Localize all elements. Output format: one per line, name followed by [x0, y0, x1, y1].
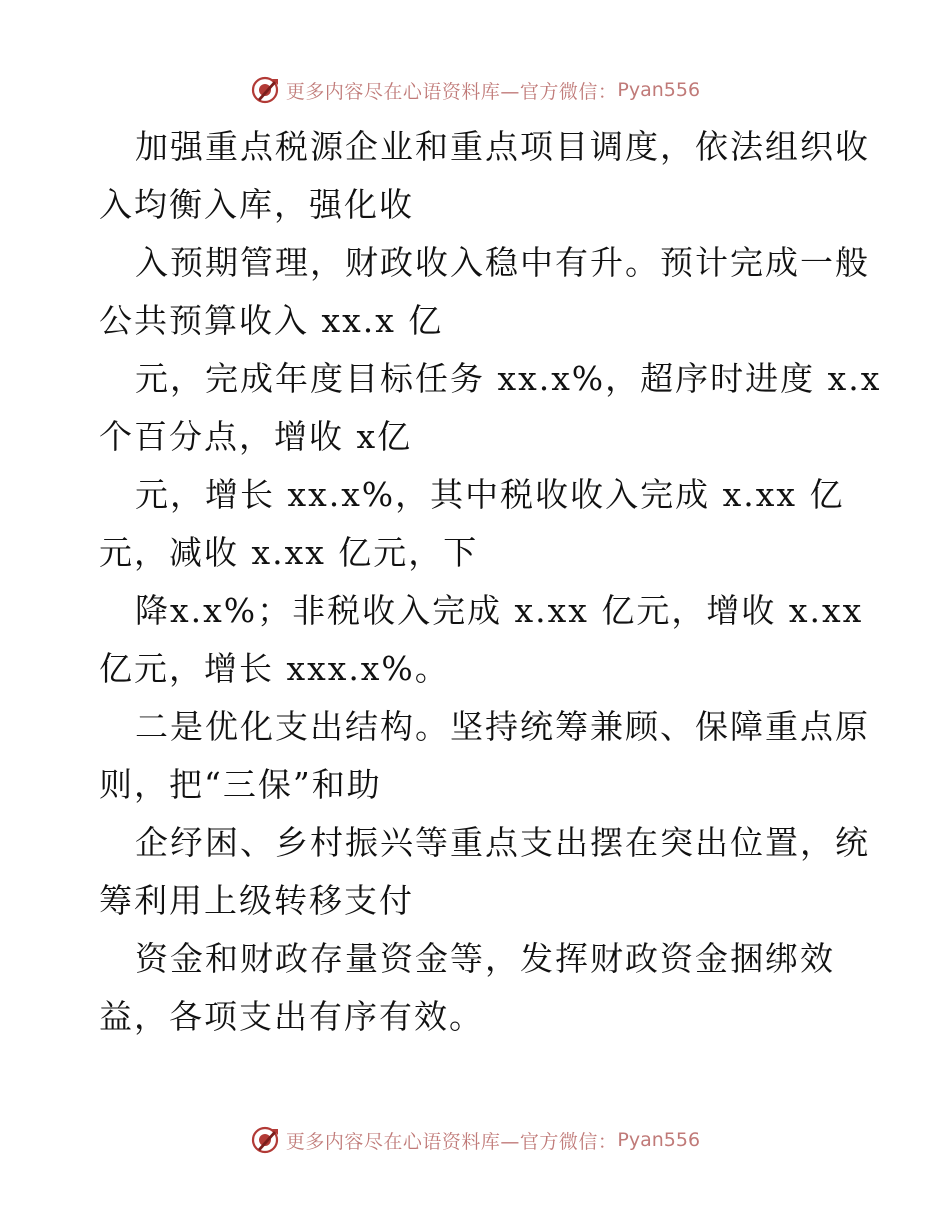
paragraph: [0, 234, 950, 350]
watermark-wechat-id: Pyan556: [617, 79, 701, 101]
paragraph: [0, 930, 950, 1046]
watermark-text: 更多内容尽在心语资料库—官方微信：: [285, 80, 618, 103]
paragraph-line: 二是优化支出结构。坚持统筹兼顾、保障重点原: [135, 707, 870, 746]
paragraph: [0, 466, 950, 582]
watermark-text: 更多内容尽在心语资料库—官方微信：: [285, 1130, 618, 1153]
paragraph-line: 元，增长 xx.x%，其中税收收入完成 x.xx 亿: [135, 475, 845, 514]
quill-pen-logo-icon: [250, 75, 280, 105]
paragraph-line: 降x.x%；非税收入完成 x.xx 亿元，增收 x.xx: [135, 591, 864, 630]
paragraph-line: 亿元，增长 xxx.x%。: [99, 649, 450, 688]
paragraph-line: 则，把“三保”和助: [99, 765, 382, 804]
header-watermark: [0, 70, 950, 110]
document-body: [0, 118, 950, 1046]
quill-pen-logo-icon: [250, 1125, 280, 1155]
paragraph-line: 加强重点税源企业和重点项目调度，依法组织收: [135, 127, 870, 166]
paragraph-line: 公共预算收入 xx.x 亿: [99, 301, 444, 340]
paragraph-line: 元，减收 x.xx 亿元，下: [99, 533, 479, 572]
paragraph: [0, 582, 950, 698]
paragraph-line: 资金和财政存量资金等，发挥财政资金捆绑效: [135, 939, 835, 978]
paragraph-line: 元，完成年度目标任务 xx.x%，超序时进度 x.x: [135, 359, 882, 398]
paragraph-line: 筹利用上级转移支付: [99, 881, 414, 920]
paragraph: [0, 814, 950, 930]
paragraph: [0, 698, 950, 814]
paragraph-line: 入预期管理，财政收入稳中有升。预计完成一般: [135, 243, 870, 282]
paragraph-line: 个百分点，增收 x亿: [99, 417, 413, 456]
paragraph-line: 企纾困、乡村振兴等重点支出摆在突出位置，统: [135, 823, 870, 862]
paragraph-line: 入均衡入库，强化收: [99, 185, 414, 224]
paragraph: [0, 350, 950, 466]
paragraph-line: 益，各项支出有序有效。: [99, 997, 484, 1036]
watermark-wechat-id: Pyan556: [617, 1129, 701, 1151]
paragraph: [0, 118, 950, 234]
footer-watermark: [0, 1120, 950, 1160]
